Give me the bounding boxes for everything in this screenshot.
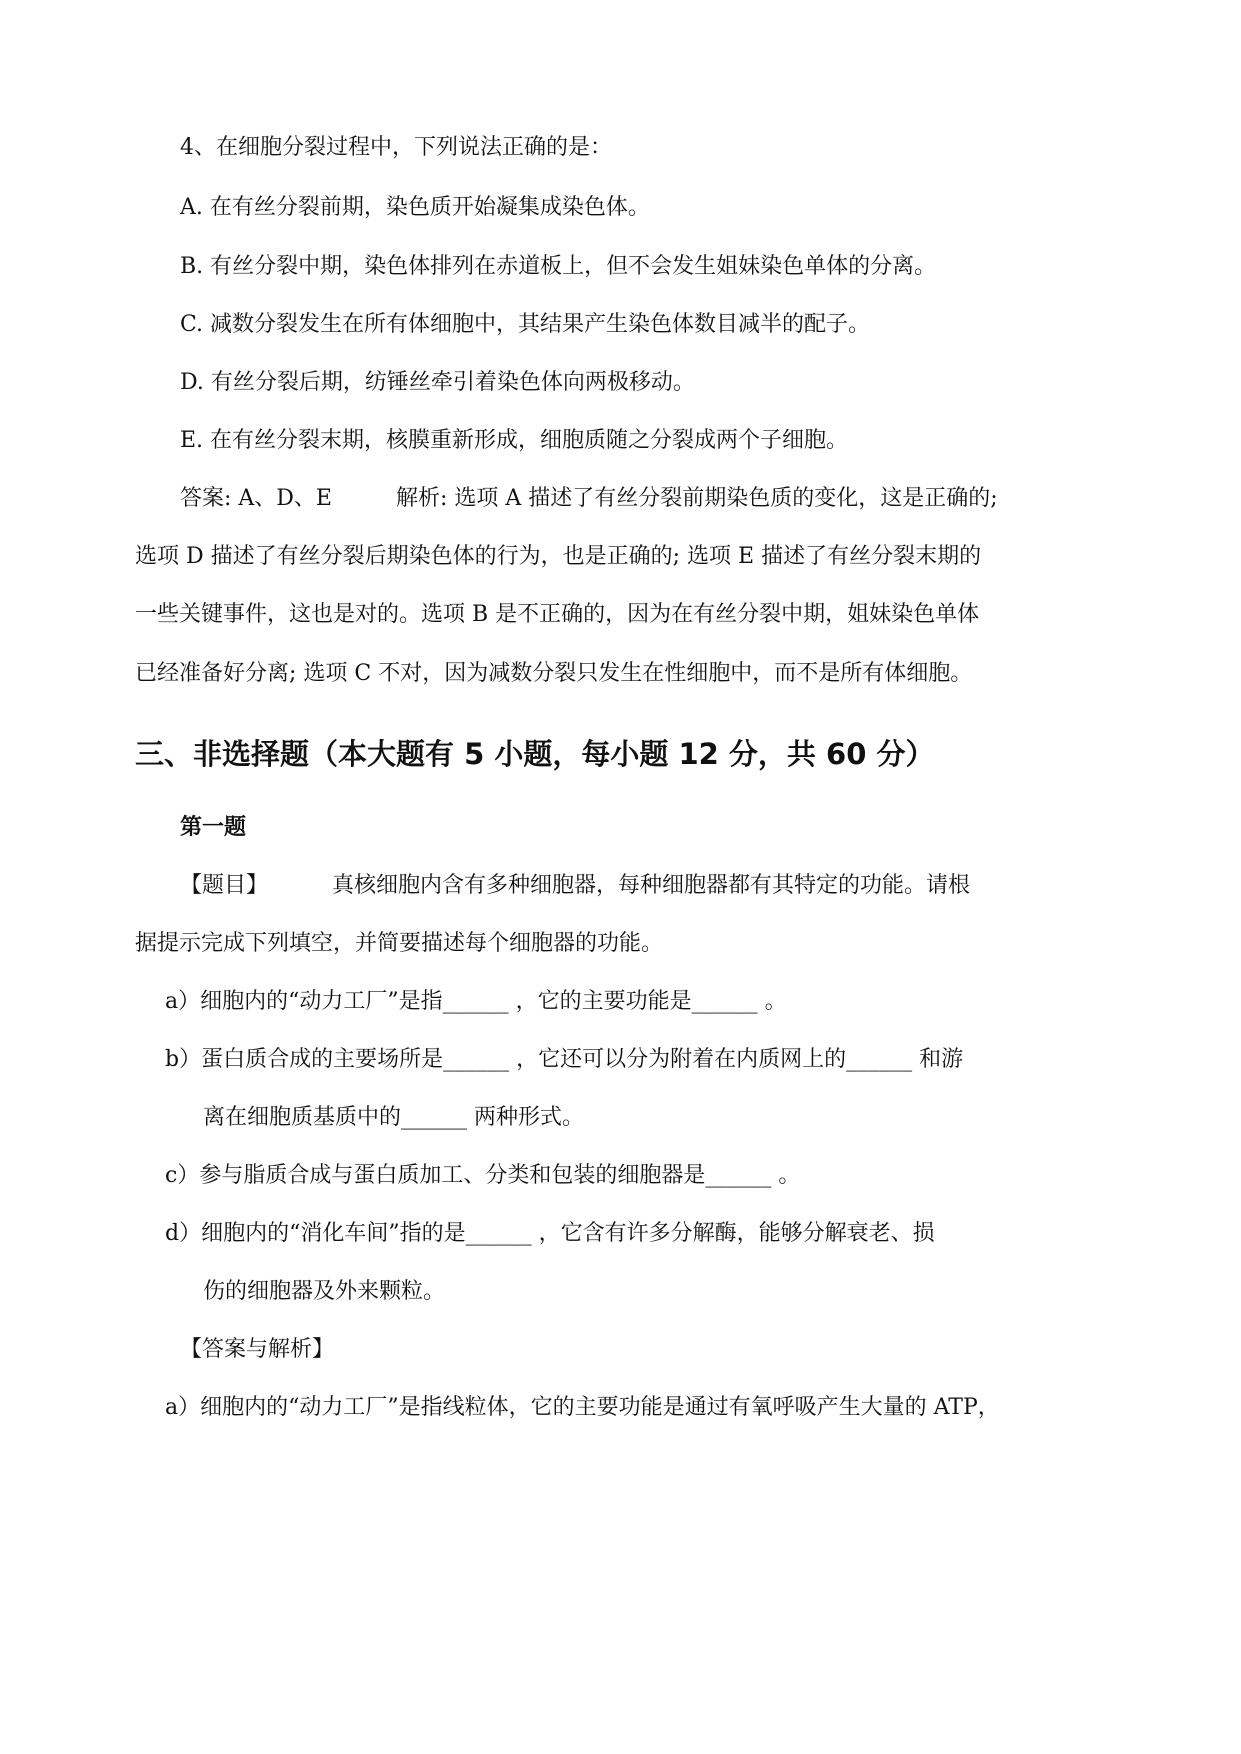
analysis-line-3: 一些关键事件，这也是对的。选项 B 是不正确的，因为在有丝分裂中期，姐妹染色单体 <box>135 602 980 627</box>
item-d-line-2: 伤的细胞器及外来颗粒。 <box>203 1279 446 1304</box>
answer-label: 答案: A、D、E <box>180 486 332 511</box>
option-d: D. 有丝分裂后期，纺锤丝牵引着染色体向两极移动。 <box>180 370 695 395</box>
prompt-line-2: 据提示完成下列填空，并简要描述每个细胞器的功能。 <box>135 931 664 956</box>
item-d-line-1: d）细胞内的“消化车间”指的是______ ，它含有许多分解酶，能够分解衰老、损 <box>165 1221 935 1246</box>
answer-heading: 【答案与解析】 <box>180 1337 335 1362</box>
item-a: a）细胞内的“动力工厂”是指______ ，它的主要功能是______ 。 <box>165 989 787 1014</box>
prompt-label: 【题目】 <box>180 873 269 898</box>
item-b-line-1: b）蛋白质合成的主要场所是______ ，它还可以分为附着在内质网上的______ 和游 <box>165 1047 964 1072</box>
question-stem: 4、在细胞分裂过程中，下列说法正确的是： <box>180 135 612 160</box>
option-b: B. 有丝分裂中期，染色体排列在赤道板上，但不会发生姐妹染色单体的分离。 <box>180 254 937 279</box>
analysis-line-1: 解析: 选项 A 描述了有丝分裂前期染色质的变化，这是正确的; <box>396 486 998 511</box>
answer-item-a: a）细胞内的“动力工厂”是指线粒体，它的主要功能是通过有氧呼吸产生大量的 ATP， <box>165 1395 1000 1420</box>
prompt-line-1 <box>180 871 970 901</box>
option-c: C. 减数分裂发生在所有体细胞中，其结果产生染色体数目减半的配子。 <box>180 312 871 337</box>
section-heading: 三、非选择题（本大题有 5 小题，每小题 12 分，共 60 分） <box>135 737 935 771</box>
answer-line <box>180 484 998 514</box>
analysis-line-2: 选项 D 描述了有丝分裂后期染色体的行为，也是正确的; 选项 E 描述了有丝分裂末期的 <box>135 544 982 569</box>
item-c: c）参与脂质合成与蛋白质加工、分类和包装的细胞器是______ 。 <box>165 1163 801 1188</box>
option-e: E. 在有丝分裂末期，核膜重新形成，细胞质随之分裂成两个子细胞。 <box>180 428 849 453</box>
option-a: A. 在有丝分裂前期，染色质开始凝集成染色体。 <box>180 195 650 220</box>
item-b-line-2: 离在细胞质基质中的______ 两种形式。 <box>203 1105 584 1130</box>
question-title: 第一题 <box>180 814 247 840</box>
analysis-line-4: 已经准备好分离; 选项 C 不对，因为减数分裂只发生在性细胞中，而不是所有体细胞。 <box>135 661 973 686</box>
prompt-text-1: 真核细胞内含有多种细胞器，每种细胞器都有其特定的功能。请根 <box>332 873 971 898</box>
